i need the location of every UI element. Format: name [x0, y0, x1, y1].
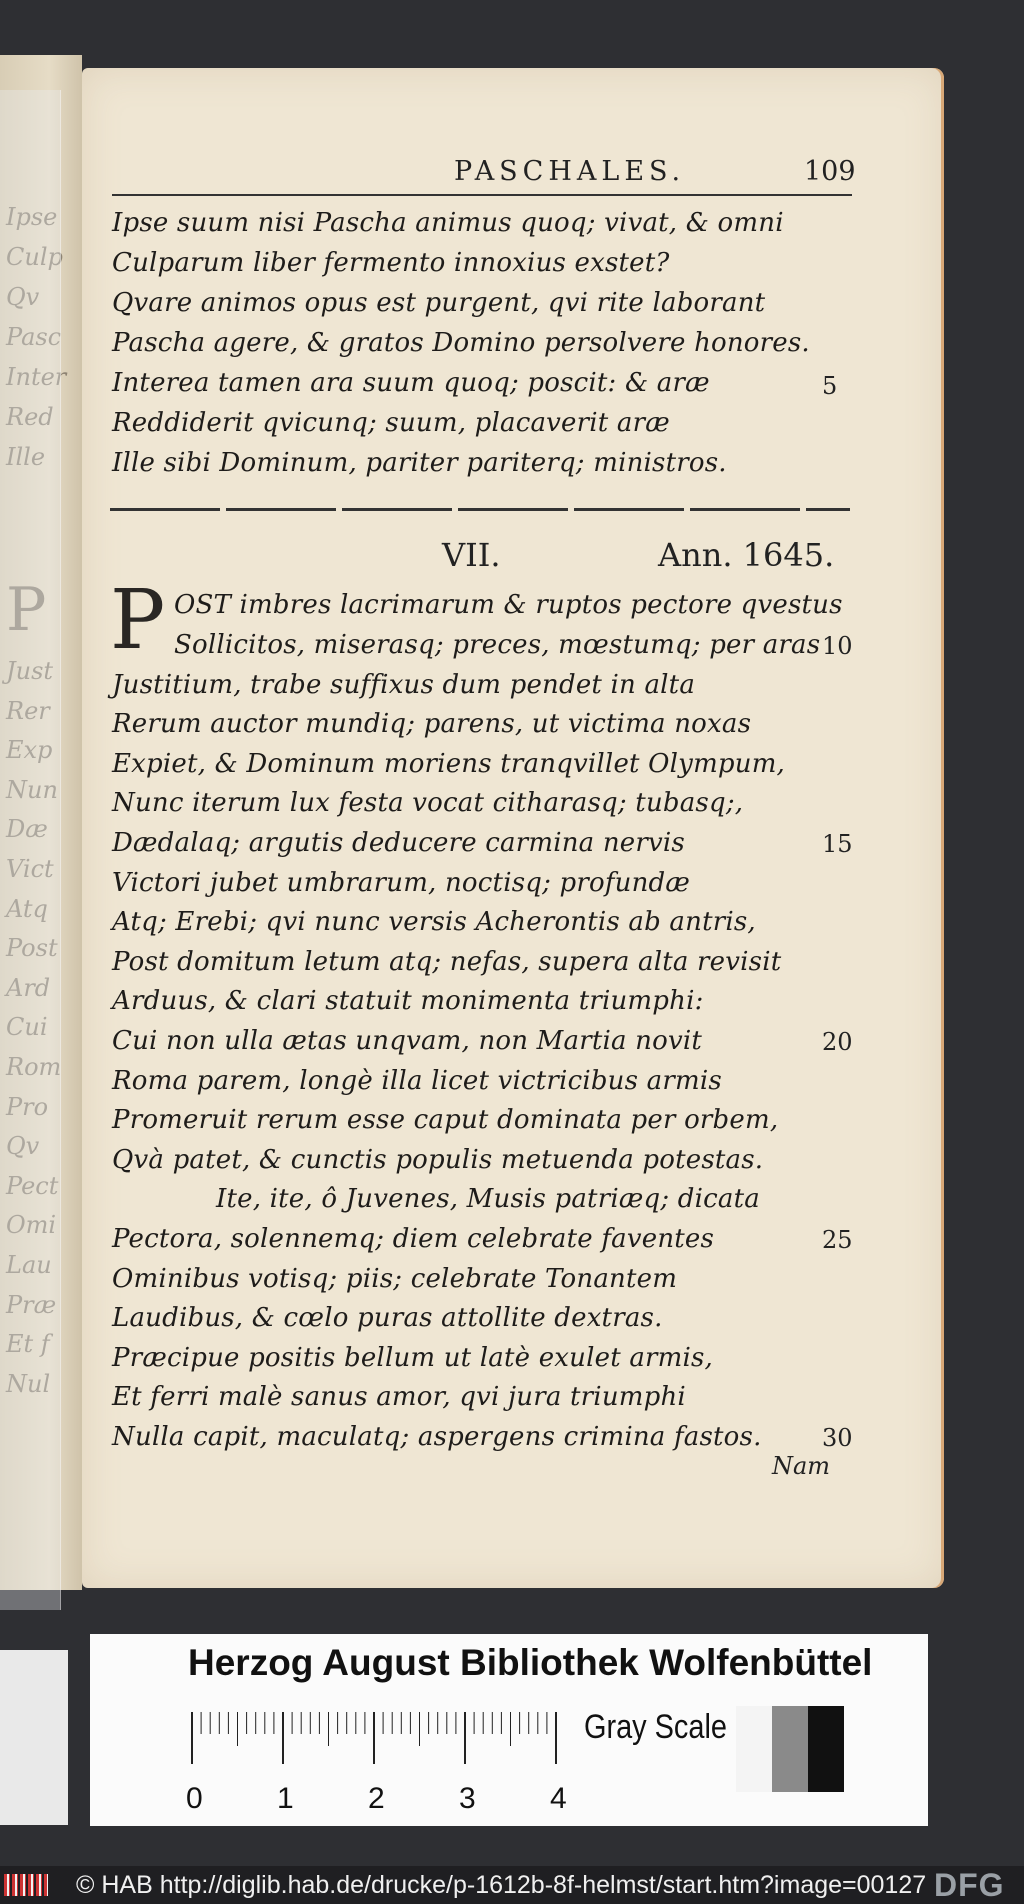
page-holder-clip	[0, 90, 61, 1610]
ruler-number: 3	[459, 1782, 476, 1815]
dropcap-letter: P	[110, 573, 166, 668]
source-url[interactable]: © HAB http://diglib.hab.de/drucke/p-1612b-8f-helmst/start.htm?image=00127	[76, 1871, 927, 1899]
color-scale-card	[90, 1634, 928, 1826]
ghost-text-fragment: Qv	[6, 283, 40, 311]
verse-line: Laudibus, & cœlo puras attollite dextras.	[112, 1303, 663, 1334]
verse-line: Præcipue positis bellum ut latè exulet armis,	[112, 1342, 714, 1373]
poem-first-line: OST imbres lacrimarum & ruptos pectore qvestus	[174, 590, 843, 620]
verse-line: Atq; Erebi; qvi nunc versis Acherontis ab antris,	[112, 907, 756, 938]
header-rule	[112, 194, 852, 196]
ruler-number: 2	[368, 1782, 385, 1815]
ghost-text-fragment: Vict	[6, 855, 54, 883]
gray-swatch	[736, 1706, 772, 1792]
ruler-number: 1	[277, 1782, 294, 1815]
verse-line: Pascha agere, & gratos Domino persolvere honores.	[112, 328, 810, 358]
gray-scale-label: Gray Scale	[584, 1708, 727, 1746]
line-number: 25	[822, 1226, 853, 1254]
line-number: 20	[822, 1028, 853, 1056]
ghost-text-fragment: Præ	[6, 1290, 57, 1319]
line-number: 10	[822, 632, 853, 660]
ghost-text-fragment: Culp	[6, 243, 63, 271]
poem-number: VII.	[442, 536, 501, 574]
gray-swatch	[772, 1706, 808, 1792]
verse-line: Et ferri malè sanus amor, qvi jura triumphi	[112, 1382, 686, 1413]
ghost-text-fragment: Cui	[6, 1013, 48, 1042]
ghost-text-fragment: Pasc	[6, 323, 62, 351]
verse-line: Ominibus votisq; piis; celebrate Tonantem	[112, 1263, 678, 1294]
line-number: 5	[822, 372, 838, 400]
dfg-logo: DFG	[934, 1867, 1005, 1903]
ghost-text-fragment: Exp	[6, 736, 53, 765]
verse-line: Ille sibi Dominum, pariter pariterq; ministros.	[112, 448, 727, 478]
ruler-number: 4	[550, 1782, 567, 1815]
line-number: 30	[822, 1424, 853, 1452]
ghost-text-fragment: Pro	[6, 1092, 49, 1121]
verse-line: Pectora, solennemq; diem celebrate faventes	[112, 1224, 715, 1254]
gray-swatches	[736, 1706, 844, 1792]
viewer-footer	[0, 1866, 1024, 1904]
ghost-text-fragment: Et f	[6, 1330, 50, 1359]
verse-line: Dædalaq; argutis deducere carmina nervis	[112, 828, 685, 858]
hab-logo-icon	[4, 1874, 48, 1896]
verse-line: Sollicitos, miserasq; preces, mœstumq; per aras	[174, 630, 821, 660]
verse-line: Qvà patet, & cunctis populis metuenda potestas.	[112, 1144, 764, 1175]
verse-line: Interea tamen ara suum quoq; poscit: & aræ	[112, 368, 710, 398]
ghost-text-fragment: Red	[6, 403, 54, 431]
verse-line: Justitium, trabe suffixus dum pendet in alta	[112, 669, 696, 700]
ghost-text-fragment: Post	[6, 934, 58, 963]
ghost-text-fragment: Nul	[6, 1369, 51, 1398]
verse-line: Nunc iterum lux festa vocat citharasq; tubasq;,	[112, 788, 744, 819]
ghost-text-fragment: P	[6, 575, 47, 645]
page-number: 109	[804, 156, 856, 187]
ruler-number: 0	[186, 1782, 203, 1815]
ghost-text-fragment: Just	[6, 657, 54, 685]
book-page	[82, 68, 944, 1588]
ghost-text-fragment: Ille	[6, 443, 46, 471]
gray-swatch	[808, 1706, 844, 1792]
verse-line: Qvare animos opus est purgent, qvi rite laborant	[112, 288, 766, 318]
verse-line: Rerum auctor mundiq; parens, ut victima noxas	[112, 709, 752, 740]
verse-line: Roma parem, longè illa licet victricibus armis	[112, 1065, 722, 1096]
verse-line: Ipse suum nisi Pascha animus quoq; vivat, & omni	[112, 208, 784, 238]
ghost-text-fragment: Pect	[6, 1171, 59, 1200]
ghost-text-fragment: Dæ	[6, 815, 48, 844]
ghost-text-fragment: Inter	[6, 363, 67, 391]
verse-line: Post domitum letum atq; nefas, supera alta revisit	[112, 946, 782, 977]
ghost-text-fragment: Ipse	[6, 203, 58, 231]
verse-line: Promeruit rerum esse caput dominata per orbem,	[112, 1105, 779, 1136]
ghost-text-fragment: Rer	[6, 696, 50, 725]
ghost-text-fragment: Rom	[6, 1053, 62, 1081]
ghost-text-fragment: Qv	[6, 1132, 40, 1161]
verse-line: Arduus, & clari statuit monimenta triumphi:	[112, 986, 704, 1017]
ghost-text-fragment: Nun	[6, 775, 58, 804]
verse-line: Cui non ulla ætas unqvam, non Martia novit	[112, 1026, 703, 1056]
running-head: PASCHALES.	[454, 156, 686, 187]
verse-line: Ite, ite, ô Juvenes, Musis patriæq; dicata	[216, 1184, 760, 1215]
catchword: Nam	[772, 1452, 831, 1480]
verse-line: Reddiderit qvicunq; suum, placaverit aræ	[112, 408, 670, 438]
verse-line: Victori jubet umbrarum, noctisq; profundæ	[112, 867, 691, 898]
verse-line: Nulla capit, maculatq; aspergens crimina fastos.	[112, 1422, 762, 1452]
verse-line: Culparum liber fermento innoxius exstet?	[112, 248, 670, 278]
left-card-edge	[0, 1650, 68, 1825]
verse-line: Expiet, & Dominum moriens tranqvillet Olympum,	[112, 748, 786, 779]
poem-year: Ann. 1645.	[658, 536, 835, 574]
ghost-text-fragment: Omi	[6, 1211, 57, 1240]
line-number: 15	[822, 830, 853, 858]
ghost-text-fragment: Lau	[6, 1251, 52, 1279]
ghost-text-fragment: Atq	[6, 894, 48, 923]
ghost-text-fragment: Ard	[6, 973, 51, 1002]
separator-rule	[110, 508, 850, 511]
library-name: Herzog August Bibliothek Wolfenbüttel	[188, 1642, 873, 1683]
